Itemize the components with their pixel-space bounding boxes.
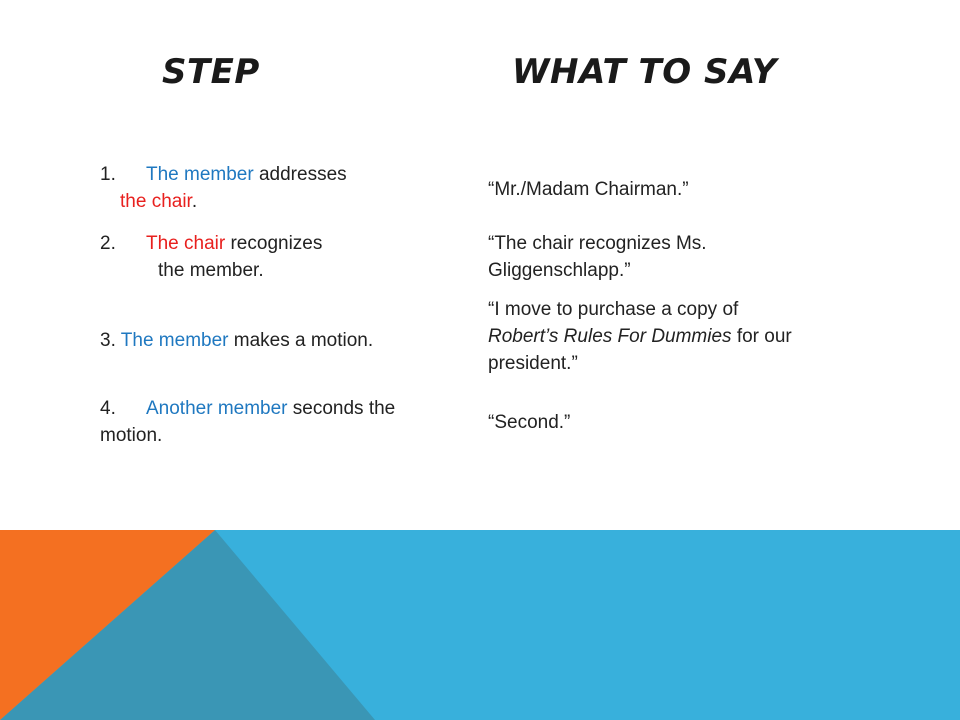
step-1-line-2-end: . [191,191,198,212]
step-1-number: 1. [100,164,116,185]
say-2-line-2: Gliggenschlapp.” [488,260,631,281]
step-2-cell [100,230,322,284]
step-4-actor: Another member [146,398,288,419]
step-4-action: seconds the [287,398,396,419]
step-3-actor: The member [120,330,229,351]
step-4-cell [100,395,395,449]
decorative-footer-band [0,530,960,720]
say-3-book-title: Robert’s Rules For Dummies [488,326,732,347]
step-1-actor: The member [146,164,254,185]
step-2-line-2: the member. [158,260,264,281]
step-1-action: addresses [253,164,347,185]
step-4-number: 4. [100,398,116,419]
say-4-line-1: “Second.” [488,412,571,433]
say-3-line-1: “I move to purchase a copy of [488,299,739,320]
step-3-number: 3. [100,330,121,351]
step-2-actor: The chair [146,233,226,254]
say-1-line-1: “Mr./Madam Chairman.” [488,179,689,200]
step-2-action: recognizes [225,233,323,254]
say-2-line-1: “The chair recognizes Ms. [488,233,707,254]
step-1-line-1 [100,161,347,188]
step-4-line-1 [100,395,395,422]
say-4-cell [488,409,570,436]
step-3-action: makes a motion. [228,330,374,351]
step-3-line-1 [100,327,373,354]
say-3-line-3: president.” [488,353,578,374]
step-3-cell [100,327,373,354]
say-2-cell [488,230,707,284]
step-4-line-2: motion. [100,425,163,446]
step-1-cell [100,161,347,215]
step-2-number: 2. [100,233,116,254]
say-1-cell [488,176,689,203]
say-3-line-2 [488,323,792,350]
what-to-say-column-header: WHAT TO SAY [512,52,777,92]
step-1-target: the chair [120,191,192,212]
step-1-line-2 [100,188,347,215]
step-2-line-1 [100,230,322,257]
say-3-cell [488,296,792,377]
say-3-line-2-rest: for our [731,326,792,347]
step-column-header: STEP [162,52,260,92]
